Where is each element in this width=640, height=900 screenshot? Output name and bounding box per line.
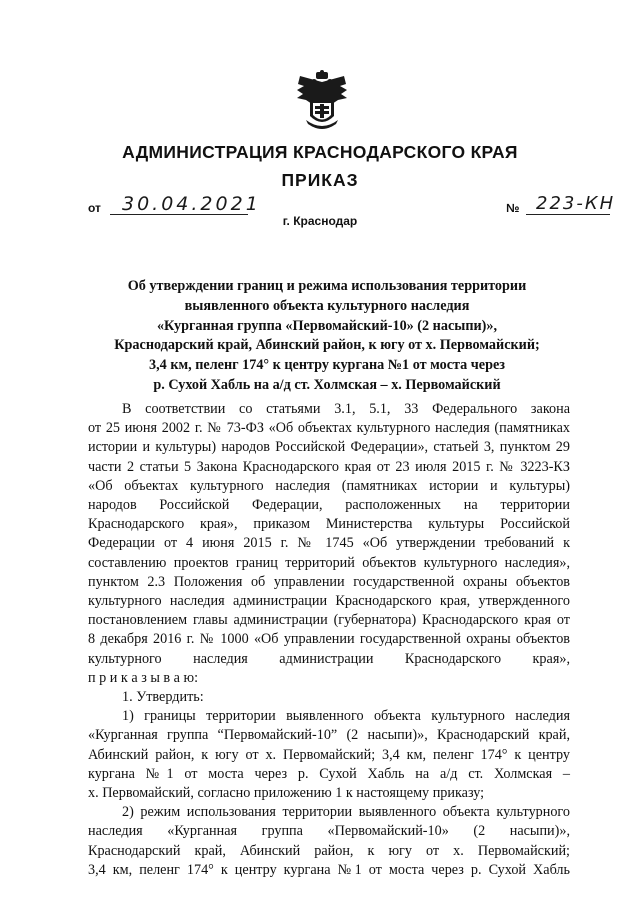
city-label: г. Краснодар (282, 214, 358, 228)
handwritten-number: 223-КН (536, 193, 616, 214)
organization-title: АДМИНИСТРАЦИЯ КРАСНОДАРСКОГО КРАЯ (122, 142, 518, 162)
body-line: составлению проектов границ территорий объектов культурного наследия», (88, 554, 570, 571)
body-line: культурного наследия администрации Краснодарского края», (88, 650, 570, 667)
body-line: 2) режим использования территории выявленного объекта культурного (122, 804, 570, 821)
body-line: народов Российской Федерации, расположенных на территории (88, 497, 570, 514)
body-line: Федерации от 4 июня 2015 г. № 1745 «Об утверждении требований к (88, 535, 570, 552)
body-line: «Курганная группа “Первомайский-10” (2 насыпи)», Краснодарский край, (88, 727, 570, 744)
body-line: кургана №1 от моста через р. Сухой Хабль на а/д ст. Холмская – (88, 765, 570, 782)
document-body (88, 400, 570, 880)
document-type: ПРИКАЗ (281, 170, 359, 190)
body-line: Краснодарский край, Абинский район, к югу от х. Первомайский; (88, 842, 570, 859)
subject-line: выявленного объекта культурного наследия (184, 297, 470, 314)
body-line: истории и культуры) народов Российской Федерации», статьей 3, пунктом 29 (88, 439, 570, 456)
body-line: постановлением главы администрации (губернатора) Краснодарского края от (88, 612, 570, 629)
handwritten-date: 30.04.2021 (122, 193, 261, 215)
number-prefix: № (506, 201, 520, 215)
subject-line: Краснодарский край, Абинский район, к югу от х. Первомайский; (114, 337, 540, 354)
subject-line: 3,4 км, пеленг 174° к центру кургана №1 от моста через (149, 357, 505, 374)
body-line: п р и к а з ы в а ю: (88, 669, 199, 686)
body-line: Краснодарского края», приказом Министерства культуры Российской (88, 516, 570, 533)
body-line: Абинский район, к югу от х. Первомайский; 3,4 км, пеленг 174° к центру (88, 746, 570, 763)
body-line: части 2 статьи 5 Закона Краснодарского края от 23 июля 2015 г. № 3223-КЗ (88, 458, 570, 475)
body-line: пунктом 2.3 Положения об управлении государственной охраны объектов (88, 573, 570, 590)
subject-line: «Курганная группа «Первомайский-10» (2 насыпи)», (156, 317, 498, 334)
body-line: «Об объектах культурного наследия (памятниках истории и культуры) (88, 477, 570, 494)
body-line: культурного наследия администрации Краснодарского края, утвержденного (88, 593, 570, 610)
body-line: 1) границы территории выявленного объекта культурного наследия (122, 708, 570, 725)
subject-line: Об утверждении границ и режима использования территории (127, 278, 527, 294)
body-line: В соответствии со статьями 3.1, 5.1, 33 Федерального закона (122, 401, 570, 417)
date-prefix: от (88, 201, 101, 215)
body-line: наследия «Курганная группа «Первомайский-10» (2 насыпи)», (88, 823, 570, 840)
body-line: 8 декабря 2016 г. № 1000 «Об управлении государственной охраны объектов (88, 631, 570, 648)
subject-heading (92, 277, 562, 396)
body-line: 3,4 км, пеленг 174° к центру кургана №1 от моста через р. Сухой Хабль (88, 861, 570, 878)
body-line: х. Первомайский, согласно приложению 1 к настоящему приказу; (88, 785, 485, 802)
coat-of-arms-emblem (294, 70, 350, 132)
body-line: 1. Утвердить: (122, 689, 204, 706)
body-line: от 25 июня 2002 г. № 73-ФЗ «Об объектах культурного наследия (памятниках (88, 420, 570, 437)
subject-line: р. Сухой Хабль на а/д ст. Холмская – х. Первомайский (153, 376, 501, 393)
